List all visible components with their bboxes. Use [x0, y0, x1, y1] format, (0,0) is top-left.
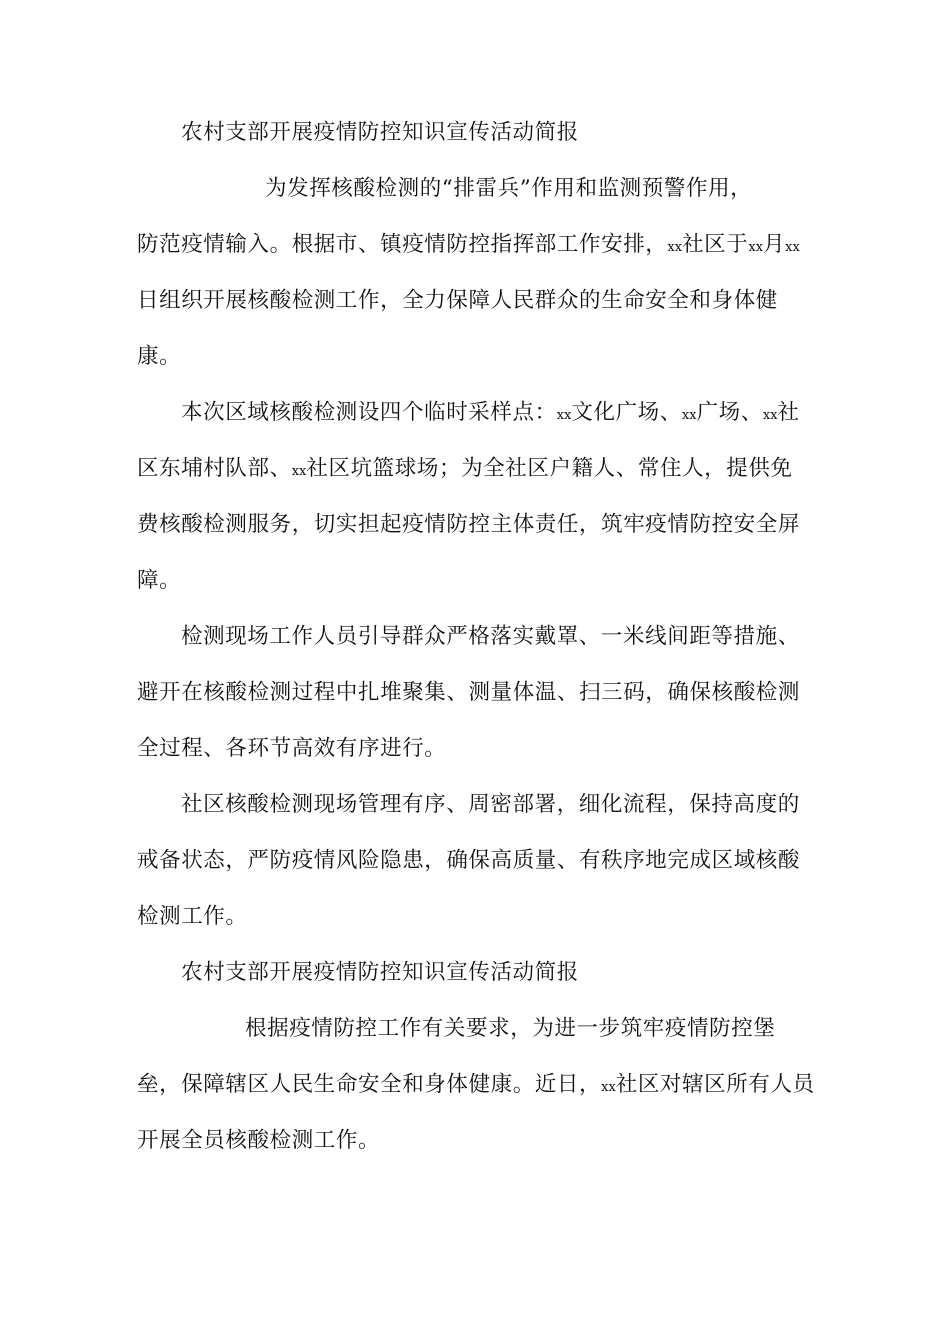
paragraph-1-line-2: 防范疫情输入。根据市、镇疫情防控指挥部工作安排，xx社区于xx月xx [137, 232, 800, 257]
paragraph-1-line-4: 康。 [137, 344, 182, 369]
paragraph-3-line-2: 避开在核酸检测过程中扎堆聚集、测量体温、扫三码，确保核酸检测 [137, 680, 801, 705]
paragraph-3-line-3: 全过程、各环节高效有序进行。 [137, 736, 447, 761]
section-title-1: 农村支部开展疫情防控知识宣传活动简报 [181, 120, 579, 145]
placeholder-xx: xx [556, 408, 572, 423]
paragraph-2-line-1: 本次区域核酸检测设四个临时采样点：xx文化广场、xx广场、xx社 [181, 400, 800, 425]
placeholder-xx: xx [748, 240, 764, 255]
paragraph-2-line-4: 障。 [137, 568, 182, 593]
paragraph-1-line-3: 日组织开展核酸检测工作，全力保障人民群众的生命安全和身体健 [137, 288, 778, 313]
placeholder-xx: xx [667, 240, 683, 255]
paragraph-2-line-2: 区东埔村队部、xx社区坑篮球场；为全社区户籍人、常住人，提供免 [137, 456, 793, 481]
paragraph-2-line-3: 费核酸检测服务，切实担起疫情防控主体责任，筑牢疫情防控安全屏 [137, 512, 801, 537]
paragraph-4-line-2: 戒备状态，严防疫情风险隐患，确保高质量、有秩序地完成区域核酸 [137, 848, 801, 873]
paragraph-4-line-3: 检测工作。 [137, 904, 248, 929]
placeholder-xx: xx [601, 1080, 616, 1095]
section-title-2: 农村支部开展疫情防控知识宣传活动简报 [181, 960, 579, 985]
paragraph-5-line-2: 垒，保障辖区人民生命安全和身体健康。近日，xx社区对辖区所有人员 [137, 1072, 815, 1097]
placeholder-xx: xx [785, 240, 800, 255]
paragraph-1-line-1: 为发挥核酸检测的“排雷兵”作用和监测预警作用， [265, 176, 753, 201]
placeholder-xx: xx [762, 408, 778, 423]
paragraph-5-line-3: 开展全员核酸检测工作。 [137, 1128, 381, 1153]
paragraph-3-line-1: 检测现场工作人员引导群众严格落实戴罩、一米线间距等措施、 [181, 624, 800, 649]
placeholder-xx: xx [291, 464, 307, 479]
paragraph-5-line-1: 根据疫情防控工作有关要求，为进一步筑牢疫情防控堡 [245, 1016, 776, 1041]
paragraph-4-line-1: 社区核酸检测现场管理有序、周密部署，细化流程，保持高度的 [181, 792, 800, 817]
placeholder-xx: xx [681, 408, 697, 423]
